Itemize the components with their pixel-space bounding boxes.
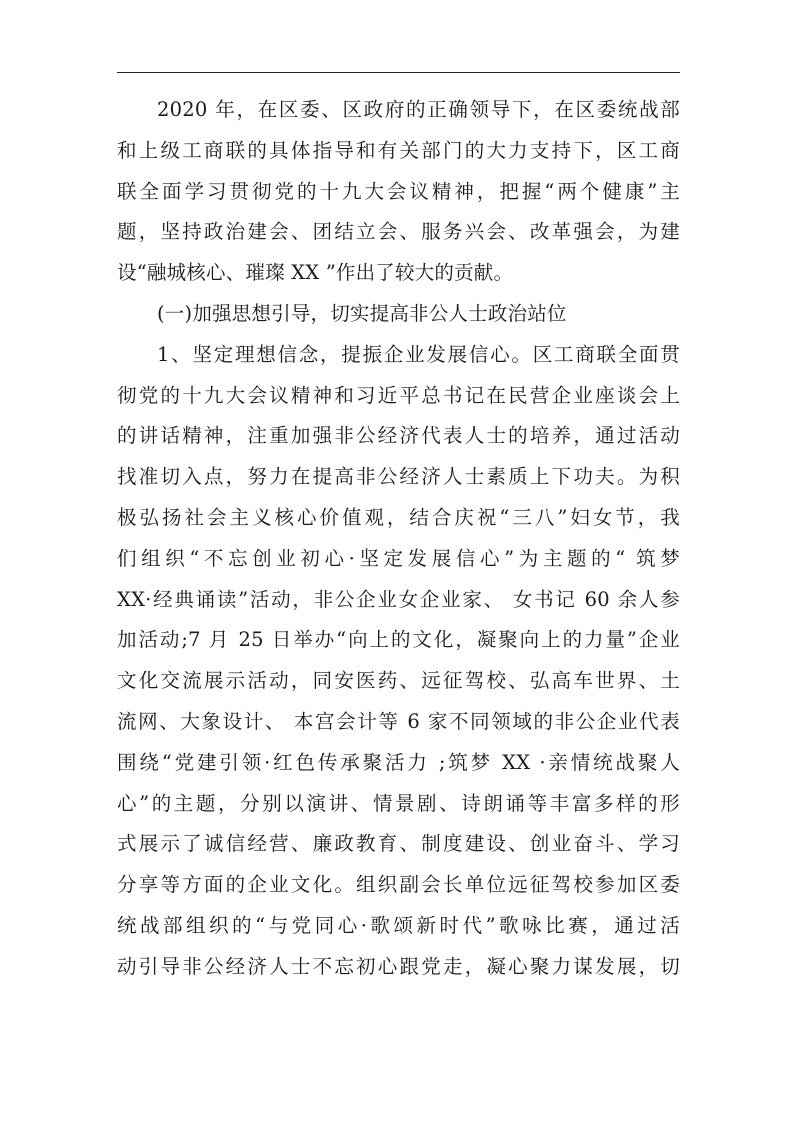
text-line: 2020 年，在区委、区政府的正确领导下，在区委统战部 [157, 98, 680, 121]
text-line: 设“融城核心、璀璨 XX ”作出了较大的贡献。 [117, 261, 514, 285]
text-line: 文化交流展示活动，同安医药、远征驾校、弘高车世界、土 [117, 669, 680, 693]
text-line: 联全面学习贯彻党的十九大会议精神，把握“两个健康”主 [117, 179, 680, 203]
text-line: 围绕“党建引领·红色传承聚活力 ;筑梦 XX ·亲情统战聚人 [117, 750, 680, 774]
text-line: 统战部组织的“与党同心·歌颂新时代”歌咏比赛，通过活 [117, 913, 680, 937]
text-line: 动引导非公经济人士不忘初心跟党走，凝心聚力谋发展，切 [117, 954, 680, 978]
document-body [117, 90, 680, 988]
text-line: 心”的主题，分别以演讲、情景剧、诗朗诵等丰富多样的形 [117, 791, 680, 815]
paragraph-ideology [117, 335, 680, 988]
text-line: 们组织“不忘创业初心·坚定发展信心”为主题的“ 筑梦 [117, 546, 680, 570]
text-line: XX·经典诵读”活动，非公企业女企业家、 女书记 60 余人参 [117, 587, 680, 611]
text-line: 题，坚持政治建会、团结立会、服务兴会、改革强会，为建 [117, 220, 680, 244]
text-line: 流网、大象设计、 本宫会计等 6 家不同领域的非公企业代表 [117, 709, 680, 733]
text-line: 极弘扬社会主义核心价值观，结合庆祝“三八”妇女节，我 [117, 505, 680, 529]
text-line: 找准切入点，努力在提高非公经济人士素质上下功夫。为积 [117, 465, 680, 489]
text-line: 彻党的十九大会议精神和习近平总书记在民营企业座谈会上 [117, 383, 680, 407]
text-line: 的讲话精神，注重加强非公经济代表人士的培养，通过活动 [117, 424, 680, 448]
paragraph-intro [117, 90, 680, 294]
text-line: 和上级工商联的具体指导和有关部门的大力支持下，区工商 [117, 138, 680, 162]
text-line: 式展示了诚信经营、廉政教育、制度建设、创业奋斗、学习 [117, 832, 680, 856]
text-line: 分享等方面的企业文化。组织副会长单位远征驾校参加区委 [117, 873, 680, 897]
text-line: 1、坚定理想信念，提振企业发展信心。区工商联全面贯 [157, 342, 680, 366]
section-heading: (一)加强思想引导，切实提高非公人士政治站位 [157, 301, 567, 325]
text-line: 加活动;7 月 25 日举办“向上的文化，凝聚向上的力量”企业 [117, 628, 680, 652]
header-rule [117, 72, 680, 73]
